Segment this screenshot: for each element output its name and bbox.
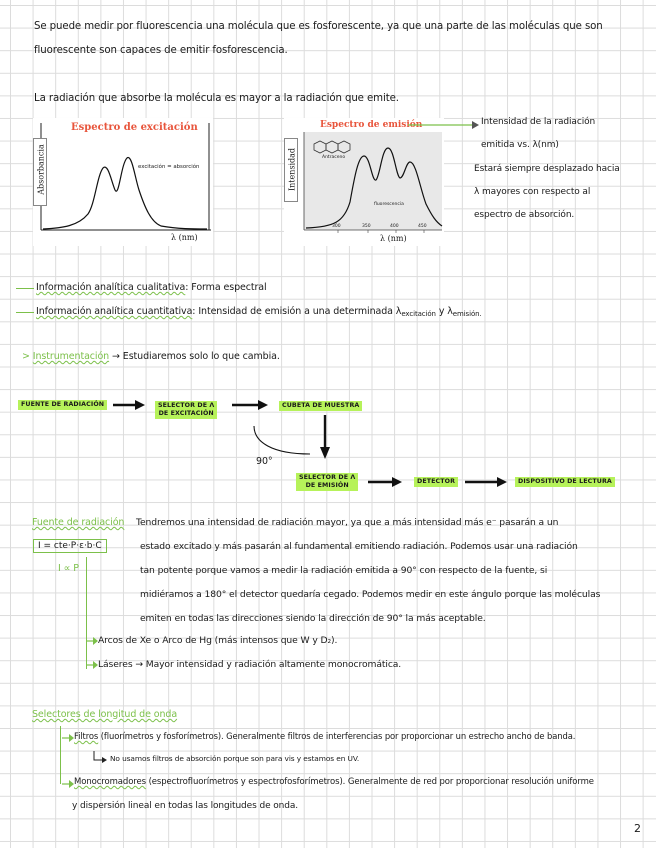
quantitative-label: Información analítica cuantitativa [36, 306, 193, 317]
instrumentation-marker: > [22, 351, 30, 362]
page-number: 2 [634, 822, 641, 835]
excitation-annotation: excitación = absorción [138, 164, 200, 170]
excitation-spectrum-chart [33, 118, 213, 246]
radiation-source-box: FUENTE DE RADIACIÓN [18, 400, 107, 410]
proportional-formula: I ∝ P [58, 563, 79, 574]
emission-selector-line-1: SELECTOR DE Λ [299, 474, 356, 481]
emission-spectrum-chart [284, 118, 444, 246]
emission-note-line-5: espectro de absorción. [474, 210, 575, 220]
radiation-source-heading: Fuente de radiación [32, 517, 125, 528]
emission-curve-label: fluorescencia [374, 202, 404, 207]
arrow-selector-to-detector [367, 476, 403, 488]
quantitative-connector: y λ [438, 306, 453, 317]
emission-selector-line-2: DE EMISIÓN [305, 481, 349, 489]
radiation-source-para-5: emiten en todas las direcciones siendo la dirección de 90° la más aceptable. [140, 613, 486, 624]
quantitative-value: : Intensidad de emisión a una determinada λ [192, 306, 402, 317]
emission-ylabel: Intensidad [287, 147, 297, 192]
bullet-arcs: Arcos de Xe o Arco de Hg (más intensos que W y D₂). [98, 635, 338, 646]
monochromators-arrow [62, 779, 74, 789]
emission-molecule-label: Antraceno [322, 155, 346, 160]
emission-title: Espectro de emisión [320, 120, 423, 130]
filters-row [74, 731, 575, 741]
excitation-ylabel: Absorbancia [36, 144, 46, 195]
radiation-source-para-2: estado excitado y más pasarán al fundamental emitiendo radiación. Podemos usar una radiación [140, 541, 578, 552]
instrumentation-row [22, 351, 280, 362]
emission-note-line-3: Estará siempre desplazado hacia [474, 164, 620, 174]
filters-sub-note: No usamos filtros de absorción porque son para vis y estamos en UV. [110, 754, 360, 763]
intro-line-1: Se puede medir por fluorescencia una molécula que es fosforescente, ya que una parte de las moléculas que son [34, 21, 603, 32]
emission-tick-400: 400 [390, 224, 399, 229]
excitation-selector-line-2: DE EXCITACIÓN [158, 409, 214, 417]
emission-tick-350: 350 [362, 224, 371, 229]
excitation-xlabel: λ (nm) [171, 233, 198, 242]
emission-tick-450: 450 [418, 224, 427, 229]
filters-sub-arrow [92, 751, 108, 765]
readout-device-box: DISPOSITIVO DE LECTURA [515, 477, 615, 487]
instrumentation-heading: Instrumentación [32, 351, 110, 362]
monochromators-text-2: y dispersión lineal en todas las longitudes de onda. [72, 801, 299, 811]
radiation-source-bracket [86, 557, 87, 669]
radiation-source-para-1: Tendremos una intensidad de radiación mayor, ya que a más intensidad más e⁻ pasarán a un [136, 517, 559, 528]
monochromators-row [74, 777, 594, 787]
excitation-selector-line-1: SELECTOR DE Λ [158, 402, 215, 409]
excitation-title: Espectro de excitación [71, 122, 198, 133]
emission-tick-300: 300 [332, 224, 341, 229]
ninety-degree-arc [248, 424, 314, 458]
qualitative-row [36, 282, 267, 293]
emission-note-arrow [406, 118, 480, 132]
quantitative-row [36, 306, 482, 318]
qualitative-value: : Forma espectral [185, 282, 267, 293]
radiation-statement: La radiación que absorbe la molécula es mayor a la radiación que emite. [34, 93, 399, 104]
excitation-ylabel-box [33, 138, 47, 206]
arrow-cuvette-down [318, 414, 332, 460]
filters-label: Filtros [74, 731, 99, 741]
bullet-lasers: Láseres → Mayor intensidad y radiación altamente monocromática. [98, 659, 402, 670]
emission-selector-box [296, 473, 358, 491]
cuvette-box: CUBETA DE MUESTRA [279, 401, 362, 411]
bullet-arrow-lasers [86, 660, 98, 670]
instrumentation-text: → Estudiaremos solo lo que cambia. [112, 351, 280, 362]
quantitative-dash [16, 312, 34, 313]
radiation-source-para-4: midiéramos a 180° el detector quedaría cegado. Podemos medir en este ángulo porque las moléculas [140, 589, 601, 600]
emission-subscript: emisión. [452, 310, 482, 318]
detector-box: DETECTOR [414, 477, 458, 487]
excitation-selector-box [155, 401, 217, 419]
qualitative-dash [16, 288, 34, 289]
bullet-arrow-arcs [86, 636, 98, 646]
excitation-subscript: excitación [401, 310, 436, 318]
emission-note-line-1: Intensidad de la radiación [481, 117, 596, 127]
filters-text: (fluorímetros y fosforímetros). Generalmente filtros de interferencias por proporcionar un estrecho ancho de banda. [98, 731, 576, 741]
radiation-source-para-3: tan potente porque vamos a medir la radiación emitida a 90° con respecto de la fuente, si [140, 565, 548, 576]
arrow-selector-to-cuvette [231, 399, 269, 411]
monochromators-label: Monocromadores [74, 777, 146, 787]
selectors-heading: Selectores de longitud de onda [32, 709, 178, 720]
emission-xlabel: λ (nm) [380, 234, 407, 243]
intro-line-2: fluorescente son capaces de emitir fosforescencia. [34, 45, 288, 56]
emission-note-line-2: emitida vs. λ(nm) [481, 140, 559, 150]
emission-note-line-4: λ mayores con respecto al [474, 187, 591, 197]
filters-arrow [62, 733, 74, 743]
selectors-bracket [60, 726, 61, 784]
emission-plot-area [304, 132, 442, 230]
emission-ylabel-box [284, 138, 298, 202]
arrow-source-to-selector [112, 399, 146, 411]
intensity-formula: I = cte·P·ε·b·C [33, 539, 107, 553]
qualitative-label: Información analítica cualitativa [36, 282, 186, 293]
monochromators-text: (espectrofluorímetros y espectrofosforímetros). Generalmente de red por proporcionar resolución uniforme [145, 777, 594, 787]
arrow-detector-to-readout [464, 476, 508, 488]
ninety-degree-label: 90° [256, 456, 273, 467]
